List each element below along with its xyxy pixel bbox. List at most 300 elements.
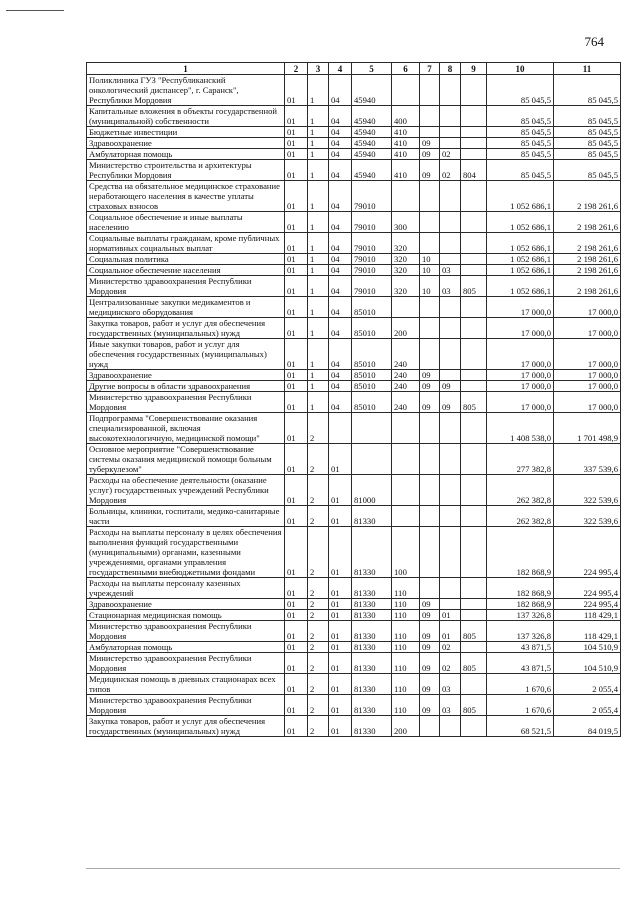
row-name-cell: Министерство здравоохранения Республики Мордовия xyxy=(87,653,285,674)
amount-cell: 224 995,4 xyxy=(554,578,621,599)
code-cell: 01 xyxy=(329,475,352,506)
code-cell: 04 xyxy=(329,233,352,254)
code-cell xyxy=(420,339,440,370)
code-cell: 01 xyxy=(285,265,308,276)
code-cell: 09 xyxy=(420,695,440,716)
code-cell: 01 xyxy=(329,506,352,527)
table-row xyxy=(87,149,621,160)
code-cell: 1 xyxy=(308,138,329,149)
code-cell xyxy=(440,75,461,106)
column-header-1: 1 xyxy=(87,63,285,75)
code-cell: 04 xyxy=(329,254,352,265)
table-row xyxy=(87,413,621,444)
code-cell: 45940 xyxy=(352,149,392,160)
code-cell: 01 xyxy=(329,578,352,599)
code-cell: 2 xyxy=(308,506,329,527)
code-cell: 01 xyxy=(285,413,308,444)
amount-cell: 137 326,8 xyxy=(487,621,554,642)
column-header-10: 10 xyxy=(487,63,554,75)
amount-cell: 2 198 261,6 xyxy=(554,212,621,233)
code-cell xyxy=(420,75,440,106)
code-cell: 01 xyxy=(285,276,308,297)
code-cell: 110 xyxy=(392,578,420,599)
code-cell: 320 xyxy=(392,276,420,297)
code-cell xyxy=(440,233,461,254)
code-cell: 09 xyxy=(420,674,440,695)
code-cell: 02 xyxy=(440,160,461,181)
row-name-cell: Здравоохранение xyxy=(87,599,285,610)
amount-cell: 137 326,8 xyxy=(487,610,554,621)
code-cell xyxy=(440,370,461,381)
row-name-cell: Министерство здравоохранения Республики Мордовия xyxy=(87,276,285,297)
code-cell xyxy=(461,527,487,578)
code-cell: 01 xyxy=(285,75,308,106)
code-cell: 1 xyxy=(308,381,329,392)
code-cell: 79010 xyxy=(352,212,392,233)
budget-table xyxy=(86,62,621,737)
code-cell xyxy=(461,381,487,392)
code-cell: 2 xyxy=(308,653,329,674)
code-cell: 85010 xyxy=(352,297,392,318)
amount-cell: 85 045,5 xyxy=(554,138,621,149)
code-cell xyxy=(392,506,420,527)
code-cell: 110 xyxy=(392,674,420,695)
code-cell xyxy=(440,138,461,149)
row-name-cell: Иные закупки товаров, работ и услуг для обеспечения государственных (муниципальных) нужд xyxy=(87,339,285,370)
row-name-cell: Средства на обязательное медицинское страхование неработающего населения в качестве уплаты страховых взносов xyxy=(87,181,285,212)
code-cell: 01 xyxy=(440,621,461,642)
code-cell xyxy=(461,578,487,599)
table-row xyxy=(87,181,621,212)
code-cell: 01 xyxy=(285,653,308,674)
code-cell: 804 xyxy=(461,160,487,181)
code-cell: 45940 xyxy=(352,160,392,181)
table-row xyxy=(87,642,621,653)
code-cell: 02 xyxy=(440,149,461,160)
code-cell: 01 xyxy=(285,392,308,413)
row-name-cell: Закупка товаров, работ и услуг для обеспечения государственных (муниципальных) нужд xyxy=(87,716,285,737)
row-name-cell: Расходы на обеспечение деятельности (оказание услуг) государственных учреждений Республики Мордовия xyxy=(87,475,285,506)
amount-cell: 17 000,0 xyxy=(554,318,621,339)
row-name-cell: Бюджетные инвестиции xyxy=(87,127,285,138)
code-cell: 805 xyxy=(461,695,487,716)
code-cell: 81000 xyxy=(352,475,392,506)
table-row xyxy=(87,138,621,149)
amount-cell: 17 000,0 xyxy=(487,370,554,381)
code-cell: 04 xyxy=(329,160,352,181)
code-cell: 01 xyxy=(285,160,308,181)
amount-cell: 224 995,4 xyxy=(554,599,621,610)
code-cell xyxy=(420,413,440,444)
code-cell xyxy=(461,75,487,106)
code-cell: 320 xyxy=(392,233,420,254)
code-cell xyxy=(440,181,461,212)
code-cell xyxy=(440,106,461,127)
code-cell: 81330 xyxy=(352,527,392,578)
table-row xyxy=(87,610,621,621)
code-cell: 04 xyxy=(329,149,352,160)
code-cell: 04 xyxy=(329,318,352,339)
amount-cell: 182 868,9 xyxy=(487,599,554,610)
amount-cell: 277 382,8 xyxy=(487,444,554,475)
code-cell: 01 xyxy=(285,381,308,392)
code-cell: 09 xyxy=(420,610,440,621)
code-cell: 01 xyxy=(285,297,308,318)
code-cell: 79010 xyxy=(352,233,392,254)
code-cell: 04 xyxy=(329,276,352,297)
code-cell: 01 xyxy=(329,674,352,695)
page-number: 764 xyxy=(584,34,604,49)
row-name-cell: Министерство строительства и архитектуры Республики Мордовия xyxy=(87,160,285,181)
code-cell: 03 xyxy=(440,695,461,716)
amount-cell: 2 198 261,6 xyxy=(554,254,621,265)
table-body xyxy=(87,75,621,737)
code-cell: 09 xyxy=(440,381,461,392)
code-cell xyxy=(461,339,487,370)
code-cell: 400 xyxy=(392,106,420,127)
code-cell: 01 xyxy=(285,212,308,233)
column-header-11: 11 xyxy=(554,63,621,75)
code-cell: 81330 xyxy=(352,506,392,527)
code-cell: 45940 xyxy=(352,138,392,149)
code-cell: 240 xyxy=(392,381,420,392)
code-cell xyxy=(392,444,420,475)
row-name-cell: Закупка товаров, работ и услуг для обеспечения государственных (муниципальных) нужд xyxy=(87,318,285,339)
code-cell xyxy=(440,527,461,578)
code-cell: 320 xyxy=(392,254,420,265)
code-cell xyxy=(461,610,487,621)
row-name-cell: Больницы, клиники, госпитали, медико-санитарные части xyxy=(87,506,285,527)
table-row xyxy=(87,160,621,181)
row-name-cell: Социальное обеспечение и иные выплаты населению xyxy=(87,212,285,233)
code-cell: 04 xyxy=(329,75,352,106)
code-cell: 09 xyxy=(420,370,440,381)
code-cell xyxy=(461,716,487,737)
code-cell xyxy=(440,318,461,339)
amount-cell: 85 045,5 xyxy=(487,75,554,106)
table-row xyxy=(87,370,621,381)
code-cell: 1 xyxy=(308,339,329,370)
code-cell: 01 xyxy=(285,642,308,653)
table-row xyxy=(87,127,621,138)
code-cell: 1 xyxy=(308,127,329,138)
code-cell: 81330 xyxy=(352,653,392,674)
column-header-3: 3 xyxy=(308,63,329,75)
corner-rule xyxy=(6,10,64,11)
code-cell xyxy=(461,181,487,212)
amount-cell: 85 045,5 xyxy=(554,160,621,181)
code-cell: 805 xyxy=(461,653,487,674)
code-cell: 805 xyxy=(461,392,487,413)
row-name-cell: Министерство здравоохранения Республики Мордовия xyxy=(87,392,285,413)
row-name-cell: Социальная политика xyxy=(87,254,285,265)
table-row xyxy=(87,106,621,127)
code-cell: 01 xyxy=(329,610,352,621)
code-cell xyxy=(461,599,487,610)
amount-cell: 104 510,9 xyxy=(554,642,621,653)
code-cell: 01 xyxy=(285,716,308,737)
code-cell: 04 xyxy=(329,297,352,318)
code-cell: 1 xyxy=(308,297,329,318)
code-cell: 100 xyxy=(392,527,420,578)
amount-cell: 224 995,4 xyxy=(554,527,621,578)
code-cell: 04 xyxy=(329,392,352,413)
code-cell xyxy=(461,444,487,475)
bottom-rule xyxy=(86,868,620,869)
code-cell: 01 xyxy=(285,254,308,265)
code-cell: 03 xyxy=(440,276,461,297)
amount-cell: 17 000,0 xyxy=(554,339,621,370)
amount-cell: 322 539,6 xyxy=(554,475,621,506)
code-cell: 2 xyxy=(308,610,329,621)
amount-cell: 43 871,5 xyxy=(487,653,554,674)
code-cell: 45940 xyxy=(352,106,392,127)
code-cell: 2 xyxy=(308,621,329,642)
code-cell xyxy=(461,149,487,160)
code-cell xyxy=(440,297,461,318)
amount-cell: 262 382,8 xyxy=(487,475,554,506)
code-cell: 1 xyxy=(308,276,329,297)
code-cell: 09 xyxy=(420,621,440,642)
code-cell: 410 xyxy=(392,138,420,149)
code-cell xyxy=(420,527,440,578)
code-cell: 01 xyxy=(285,339,308,370)
amount-cell: 17 000,0 xyxy=(487,339,554,370)
code-cell: 1 xyxy=(308,75,329,106)
code-cell: 01 xyxy=(285,444,308,475)
code-cell: 09 xyxy=(440,392,461,413)
amount-cell: 17 000,0 xyxy=(487,392,554,413)
code-cell: 01 xyxy=(285,475,308,506)
code-cell: 79010 xyxy=(352,254,392,265)
amount-cell: 85 045,5 xyxy=(554,149,621,160)
code-cell: 01 xyxy=(285,370,308,381)
code-cell: 79010 xyxy=(352,181,392,212)
code-cell: 09 xyxy=(420,149,440,160)
amount-cell: 17 000,0 xyxy=(487,297,554,318)
amount-cell: 85 045,5 xyxy=(487,160,554,181)
code-cell xyxy=(420,578,440,599)
column-header-5: 5 xyxy=(352,63,392,75)
row-name-cell: Расходы на выплаты персоналу казенных учреждений xyxy=(87,578,285,599)
row-name-cell: Амбулаторная помощь xyxy=(87,149,285,160)
code-cell: 45940 xyxy=(352,75,392,106)
code-cell xyxy=(420,506,440,527)
code-cell xyxy=(461,138,487,149)
code-cell: 01 xyxy=(285,106,308,127)
code-cell: 01 xyxy=(285,578,308,599)
code-cell: 110 xyxy=(392,695,420,716)
code-cell: 04 xyxy=(329,339,352,370)
table-row xyxy=(87,254,621,265)
code-cell: 01 xyxy=(440,610,461,621)
code-cell xyxy=(461,254,487,265)
code-cell xyxy=(440,444,461,475)
row-name-cell: Расходы на выплаты персоналу в целях обеспечения выполнения функций государственными (муниципальными) органами, казенными учреждениями, органами управления государственными внебюджетными фондами xyxy=(87,527,285,578)
code-cell: 03 xyxy=(440,265,461,276)
code-cell: 110 xyxy=(392,610,420,621)
code-cell: 09 xyxy=(420,392,440,413)
code-cell xyxy=(461,106,487,127)
code-cell xyxy=(420,318,440,339)
amount-cell: 2 198 261,6 xyxy=(554,265,621,276)
code-cell: 85010 xyxy=(352,339,392,370)
code-cell: 200 xyxy=(392,716,420,737)
code-cell: 09 xyxy=(420,599,440,610)
row-name-cell: Социальные выплаты гражданам, кроме публичных нормативных социальных выплат xyxy=(87,233,285,254)
amount-cell: 1 670,6 xyxy=(487,695,554,716)
code-cell: 04 xyxy=(329,212,352,233)
row-name-cell: Социальное обеспечение населения xyxy=(87,265,285,276)
code-cell: 04 xyxy=(329,127,352,138)
code-cell: 01 xyxy=(329,599,352,610)
code-cell: 805 xyxy=(461,276,487,297)
table-row xyxy=(87,265,621,276)
amount-cell: 1 052 686,1 xyxy=(487,254,554,265)
code-cell: 01 xyxy=(285,527,308,578)
amount-cell: 118 429,1 xyxy=(554,610,621,621)
amount-cell: 1 052 686,1 xyxy=(487,276,554,297)
code-cell: 240 xyxy=(392,339,420,370)
code-cell: 805 xyxy=(461,621,487,642)
column-header-7: 7 xyxy=(420,63,440,75)
amount-cell: 43 871,5 xyxy=(487,642,554,653)
table-row xyxy=(87,475,621,506)
amount-cell: 182 868,9 xyxy=(487,527,554,578)
code-cell: 410 xyxy=(392,127,420,138)
code-cell: 2 xyxy=(308,475,329,506)
code-cell xyxy=(461,297,487,318)
amount-cell: 1 701 498,9 xyxy=(554,413,621,444)
amount-cell: 337 539,6 xyxy=(554,444,621,475)
code-cell: 01 xyxy=(329,444,352,475)
amount-cell: 1 052 686,1 xyxy=(487,181,554,212)
code-cell: 81330 xyxy=(352,578,392,599)
code-cell xyxy=(352,413,392,444)
code-cell: 04 xyxy=(329,370,352,381)
code-cell xyxy=(420,212,440,233)
code-cell xyxy=(440,212,461,233)
code-cell: 01 xyxy=(285,674,308,695)
code-cell: 01 xyxy=(285,621,308,642)
table-row xyxy=(87,653,621,674)
code-cell: 01 xyxy=(285,695,308,716)
code-cell: 09 xyxy=(420,653,440,674)
code-cell: 09 xyxy=(420,138,440,149)
code-cell: 01 xyxy=(285,506,308,527)
code-cell: 1 xyxy=(308,160,329,181)
code-cell: 04 xyxy=(329,106,352,127)
amount-cell: 68 521,5 xyxy=(487,716,554,737)
code-cell: 110 xyxy=(392,653,420,674)
code-cell xyxy=(392,75,420,106)
amount-cell: 17 000,0 xyxy=(554,370,621,381)
code-cell: 1 xyxy=(308,233,329,254)
code-cell xyxy=(420,181,440,212)
table-row xyxy=(87,578,621,599)
code-cell: 10 xyxy=(420,265,440,276)
code-cell xyxy=(461,506,487,527)
code-cell xyxy=(461,475,487,506)
code-cell: 02 xyxy=(440,653,461,674)
code-cell: 01 xyxy=(285,233,308,254)
code-cell xyxy=(461,233,487,254)
amount-cell: 2 198 261,6 xyxy=(554,276,621,297)
row-name-cell: Капитальные вложения в объекты государственной (муниципальной) собственности xyxy=(87,106,285,127)
code-cell xyxy=(352,444,392,475)
code-cell: 2 xyxy=(308,716,329,737)
amount-cell: 17 000,0 xyxy=(554,297,621,318)
code-cell: 1 xyxy=(308,212,329,233)
table-row xyxy=(87,621,621,642)
row-name-cell: Централизованные закупки медикаментов и медицинского оборудования xyxy=(87,297,285,318)
table-row xyxy=(87,506,621,527)
code-cell: 81330 xyxy=(352,621,392,642)
table-row xyxy=(87,212,621,233)
column-header-6: 6 xyxy=(392,63,420,75)
amount-cell: 1 052 686,1 xyxy=(487,233,554,254)
amount-cell: 262 382,8 xyxy=(487,506,554,527)
amount-cell: 85 045,5 xyxy=(554,106,621,127)
code-cell: 110 xyxy=(392,621,420,642)
amount-cell: 85 045,5 xyxy=(487,149,554,160)
amount-cell: 2 055,4 xyxy=(554,695,621,716)
code-cell: 04 xyxy=(329,265,352,276)
amount-cell: 85 045,5 xyxy=(554,127,621,138)
amount-cell: 118 429,1 xyxy=(554,621,621,642)
code-cell xyxy=(440,599,461,610)
code-cell xyxy=(440,339,461,370)
code-cell: 1 xyxy=(308,370,329,381)
table-row xyxy=(87,716,621,737)
row-name-cell: Министерство здравоохранения Республики Мордовия xyxy=(87,695,285,716)
code-cell: 10 xyxy=(420,276,440,297)
row-name-cell: Основное мероприятие "Совершенствование системы оказания медицинской помощи больным туберкулезом" xyxy=(87,444,285,475)
code-cell: 85010 xyxy=(352,392,392,413)
amount-cell: 2 055,4 xyxy=(554,674,621,695)
code-cell xyxy=(440,413,461,444)
amount-cell: 85 045,5 xyxy=(487,127,554,138)
code-cell: 2 xyxy=(308,444,329,475)
table-row xyxy=(87,75,621,106)
code-cell xyxy=(420,233,440,254)
column-header-2: 2 xyxy=(285,63,308,75)
code-cell xyxy=(420,475,440,506)
code-cell: 01 xyxy=(329,527,352,578)
column-header-4: 4 xyxy=(329,63,352,75)
table-row xyxy=(87,381,621,392)
table-row xyxy=(87,318,621,339)
amount-cell: 85 045,5 xyxy=(487,106,554,127)
amount-cell: 17 000,0 xyxy=(554,381,621,392)
code-cell: 79010 xyxy=(352,276,392,297)
code-cell xyxy=(461,370,487,381)
code-cell xyxy=(392,413,420,444)
amount-cell: 1 670,6 xyxy=(487,674,554,695)
code-cell xyxy=(420,716,440,737)
code-cell: 01 xyxy=(329,695,352,716)
code-cell: 410 xyxy=(392,160,420,181)
code-cell xyxy=(440,254,461,265)
code-cell: 85010 xyxy=(352,381,392,392)
code-cell: 09 xyxy=(420,381,440,392)
amount-cell: 1 052 686,1 xyxy=(487,265,554,276)
code-cell: 2 xyxy=(308,674,329,695)
code-cell: 01 xyxy=(285,138,308,149)
amount-cell: 17 000,0 xyxy=(487,318,554,339)
amount-cell: 85 045,5 xyxy=(554,75,621,106)
amount-cell: 1 408 538,0 xyxy=(487,413,554,444)
